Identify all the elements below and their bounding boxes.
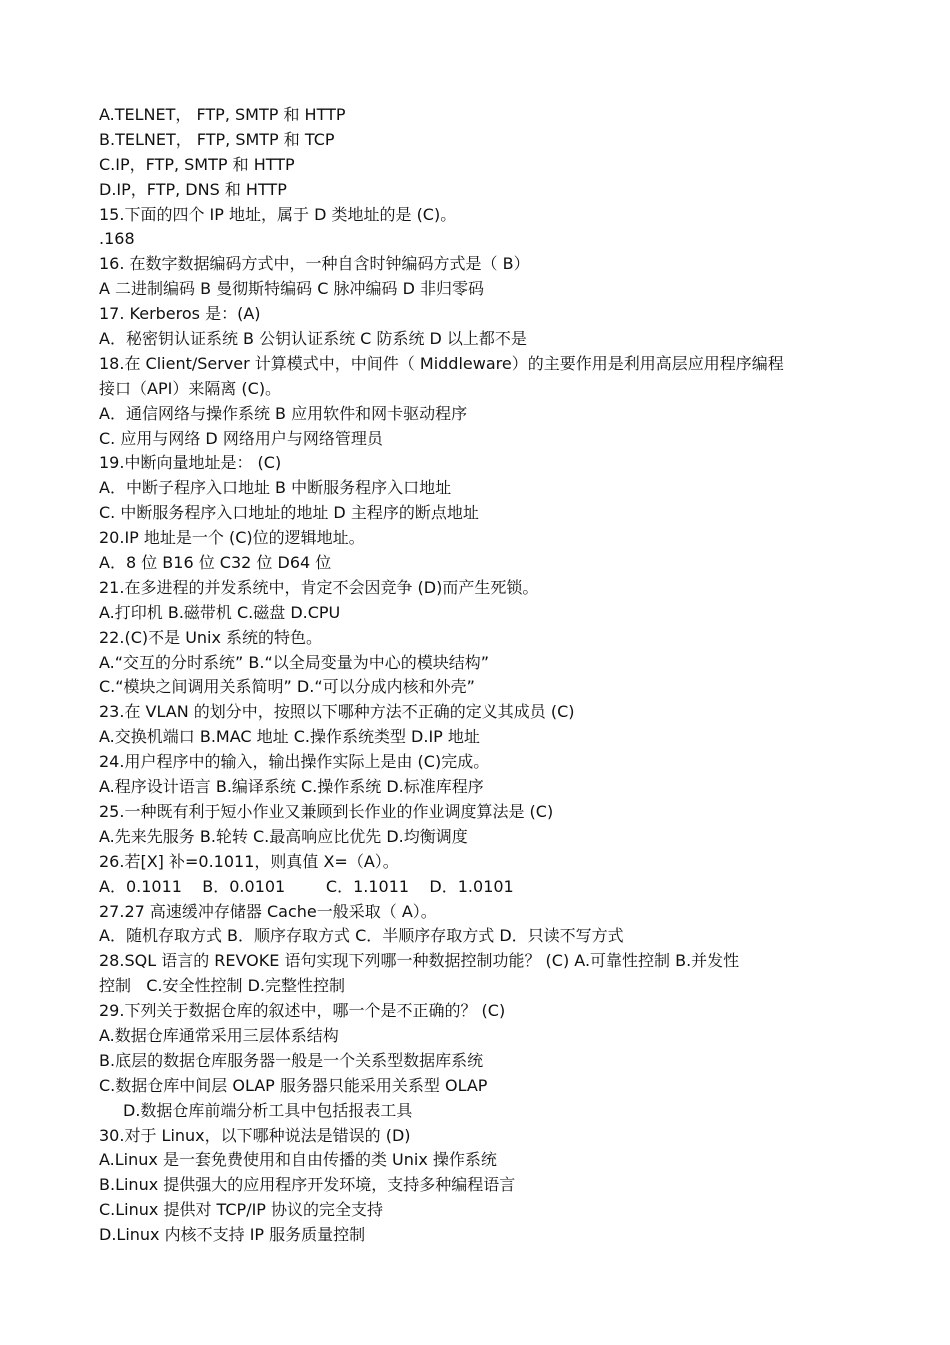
option-line: A.打印机 B.磁带机 C.磁盘 D.CPU: [99, 602, 341, 622]
question-16: 16. 在数字数据编码方式中，一种自含时钟编码方式是（ B）: [99, 254, 530, 274]
text-line: .168: [99, 229, 135, 249]
question-29: 29.下列关于数据仓库的叙述中，哪一个是不正确的？ (C): [99, 1001, 506, 1021]
option-line: C.IP，FTP, SMTP 和 HTTP: [99, 154, 295, 174]
question-15: 15.下面的四个 IP 地址，属于 D 类地址的是 (C)。: [99, 204, 457, 224]
option-line: A.先来先服务 B.轮转 C.最高响应比优先 D.均衡调度: [99, 826, 468, 846]
question-22: 22.(C)不是 Unix 系统的特色。: [99, 627, 323, 647]
option-line: B.底层的数据仓库服务器一般是一个关系型数据库系统: [99, 1050, 484, 1070]
option-line: D.数据仓库前端分析工具中包括报表工具: [123, 1100, 413, 1120]
option-line: D.Linux 内核不支持 IP 服务质量控制: [99, 1225, 366, 1245]
option-line: C.Linux 提供对 TCP/IP 协议的完全支持: [99, 1200, 384, 1220]
option-line: A.交换机端口 B.MAC 地址 C.操作系统类型 D.IP 地址: [99, 727, 480, 747]
option-line: D.IP，FTP, DNS 和 HTTP: [99, 179, 287, 199]
option-line: C.数据仓库中间层 OLAP 服务器只能采用关系型 OLAP: [99, 1075, 488, 1095]
question-18: 18.在 Client/Server 计算模式中，中间件（ Middleware）的主要作用是利用高层应用程序编程: [99, 353, 784, 373]
option-line: B.Linux 提供强大的应用程序开发环境，支持多种编程语言: [99, 1175, 516, 1195]
option-line: C. 中断服务程序入口地址的地址 D 主程序的断点地址: [99, 503, 479, 523]
option-line: A.TELNET， FTP, SMTP 和 HTTP: [99, 105, 346, 124]
question-28-continued: 控制 C.安全性控制 D.完整性控制: [99, 976, 346, 996]
question-28: 28.SQL 语言的 REVOKE 语句实现下列哪一种数据控制功能？ (C) A.可靠性控制 B.并发性: [99, 951, 740, 971]
option-line: B.TELNET， FTP, SMTP 和 TCP: [99, 129, 335, 149]
question-27: 27.27 高速缓冲存储器 Cache一般采取（ A）。: [99, 901, 437, 921]
option-line: A．0.1011 B．0.0101 C．1.1011 D．1.0101: [99, 876, 514, 896]
question-23: 23.在 VLAN 的划分中，按照以下哪种方法不正确的定义其成员 (C): [99, 702, 575, 722]
option-line: A．秘密钥认证系统 B 公钥认证系统 C 防系统 D 以上都不是: [99, 329, 527, 349]
option-line: A 二进制编码 B 曼彻斯特编码 C 脉冲编码 D 非归零码: [99, 279, 485, 299]
option-line: C.“模块之间调用关系简明” D.“可以分成内核和外壳”: [99, 677, 475, 697]
option-line: A.程序设计语言 B.编译系统 C.操作系统 D.标准库程序: [99, 777, 484, 797]
option-line: C. 应用与网络 D 网络用户与网络管理员: [99, 428, 383, 448]
question-26: 26.若[X] 补=0.1011，则真值 X=（A）。: [99, 851, 399, 871]
option-line: A.“交互的分时系统” B.“以全局变量为中心的模块结构”: [99, 652, 490, 672]
option-line: A．通信网络与操作系统 B 应用软件和网卡驱动程序: [99, 403, 468, 423]
question-17: 17. Kerberos 是：(A): [99, 304, 261, 324]
option-line: A.Linux 是一套免费使用和自由传播的类 Unix 操作系统: [99, 1150, 497, 1170]
option-line: A．8 位 B16 位 C32 位 D64 位: [99, 553, 332, 573]
question-20: 20.IP 地址是一个 (C)位的逻辑地址。: [99, 528, 365, 548]
document-body: [99, 103, 869, 1248]
option-line: A.数据仓库通常采用三层体系结构: [99, 1025, 339, 1045]
question-21: 21.在多进程的并发系统中，肯定不会因竞争 (D)而产生死锁。: [99, 577, 539, 597]
option-line: A．中断子程序入口地址 B 中断服务程序入口地址: [99, 478, 452, 498]
question-25: 25.一种既有利于短小作业又兼顾到长作业的作业调度算法是 (C): [99, 801, 554, 821]
question-19: 19.中断向量地址是： (C): [99, 453, 282, 473]
option-line: A．随机存取方式 B．顺序存取方式 C．半顺序存取方式 D．只读不写方式: [99, 926, 624, 946]
question-24: 24.用户程序中的输入，输出操作实际上是由 (C)完成。: [99, 752, 490, 772]
question-30: 30.对于 Linux，以下哪种说法是错误的 (D): [99, 1125, 411, 1145]
question-18-continued: 接口（API）来隔离 (C)。: [99, 378, 282, 398]
